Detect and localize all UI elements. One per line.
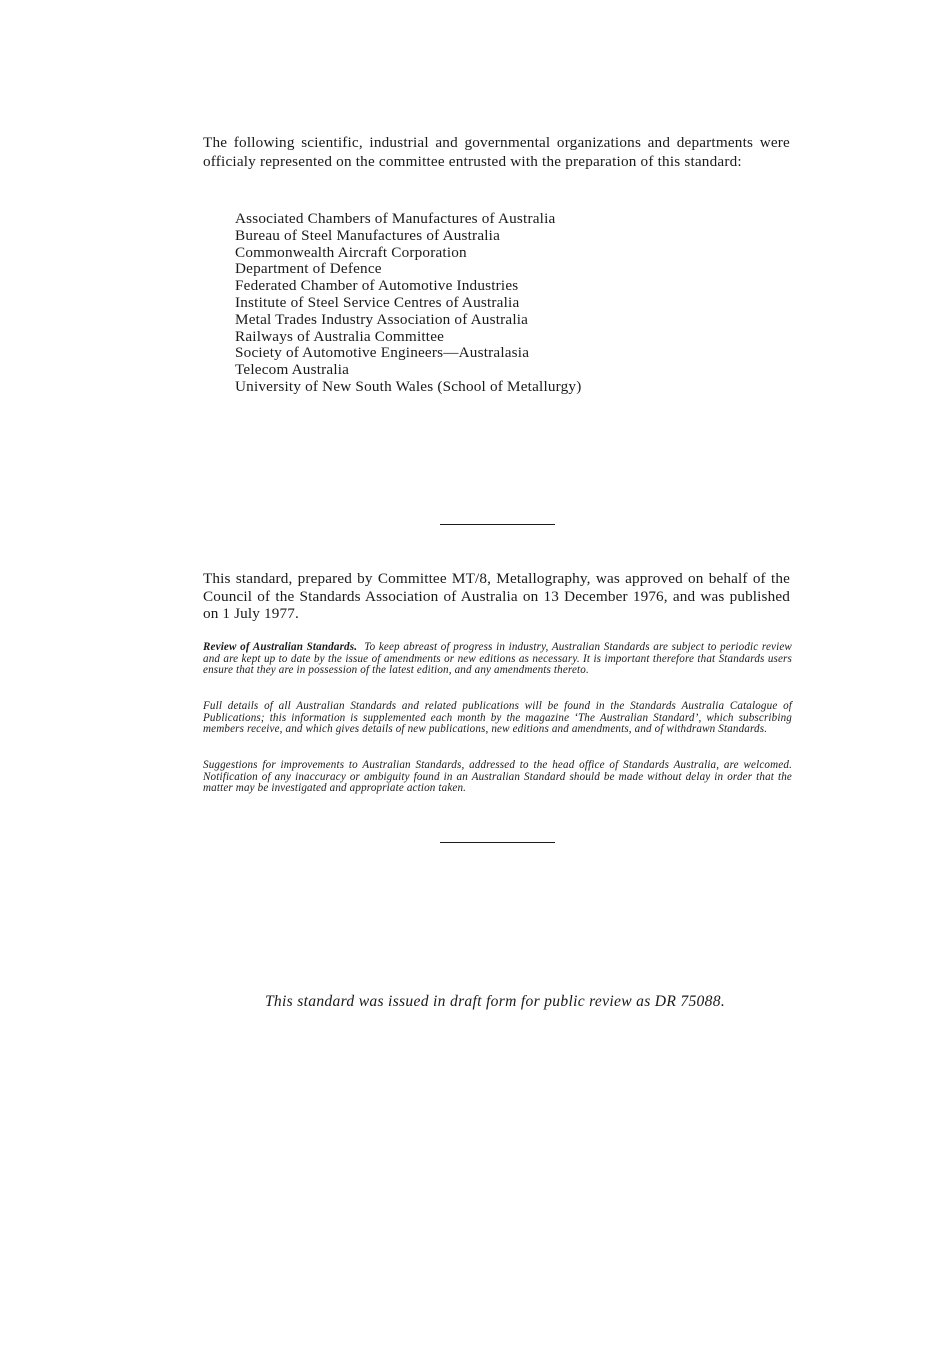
organization-item: Department of Defence — [235, 260, 382, 278]
organization-item: Railways of Australia Committee — [235, 327, 445, 345]
organization-item: Bureau of Steel Manufactures of Australia — [235, 226, 501, 244]
catalogue-paragraph: Full details of all Australian Standards and related publications will be found in the Standards Australia Catalogue of Publications; this information is supplemented each month by the magazine ‘The Australian Standard’, which subscribing members receive, and which gives details of new publications, new editions and amendments, and of withdrawn Standards. — [203, 700, 792, 735]
review-heading: Review of Australian Standards. — [203, 641, 358, 653]
section-divider — [440, 842, 555, 843]
review-paragraph — [203, 642, 792, 677]
organization-item: Commonwealth Aircraft Corporation — [235, 243, 467, 261]
organization-item: Federated Chamber of Automotive Industries — [235, 277, 519, 295]
approval-paragraph: This standard, prepared by Committee MT/8, Metallography, was approved on behalf of the Council of the Standards Association of Australia on 13 December 1976, and was published on 1 July 1977. — [203, 570, 790, 622]
review-body: To keep abreast of progress in industry, Australian Standards are subject to periodic review and are kept up to date by the issue of amendments or new editions as necessary. It is important therefore that Standards users ensure that they are in possession of the latest edition, and any amendments thereto. — [203, 641, 792, 676]
organization-item: Metal Trades Industry Association of Australia — [235, 310, 529, 328]
suggestions-paragraph: Suggestions for improvements to Australian Standards, addressed to the head office of Standards Australia, are welcomed. Notification of any inaccuracy or ambiguity found in an Australian Standard should be made without delay in order that the matter may be investigated and appropriate action taken. — [203, 759, 792, 794]
draft-note: This standard was issued in draft form for public review as DR 75088. — [264, 993, 726, 1010]
organization-item: Institute of Steel Service Centres of Australia — [235, 293, 520, 311]
organization-item: University of New South Wales (School of Metallurgy) — [235, 377, 582, 395]
committee-intro-paragraph: The following scientific, industrial and governmental organizations and departments were officialy represented on the committee entrusted with the preparation of this standard: — [203, 134, 790, 170]
organization-item: Associated Chambers of Manufactures of Australia — [235, 210, 556, 227]
organization-item: Telecom Australia — [235, 361, 350, 379]
organization-item: Society of Automotive Engineers—Australasia — [235, 344, 530, 362]
section-divider — [440, 524, 555, 525]
organization-list — [235, 211, 582, 396]
